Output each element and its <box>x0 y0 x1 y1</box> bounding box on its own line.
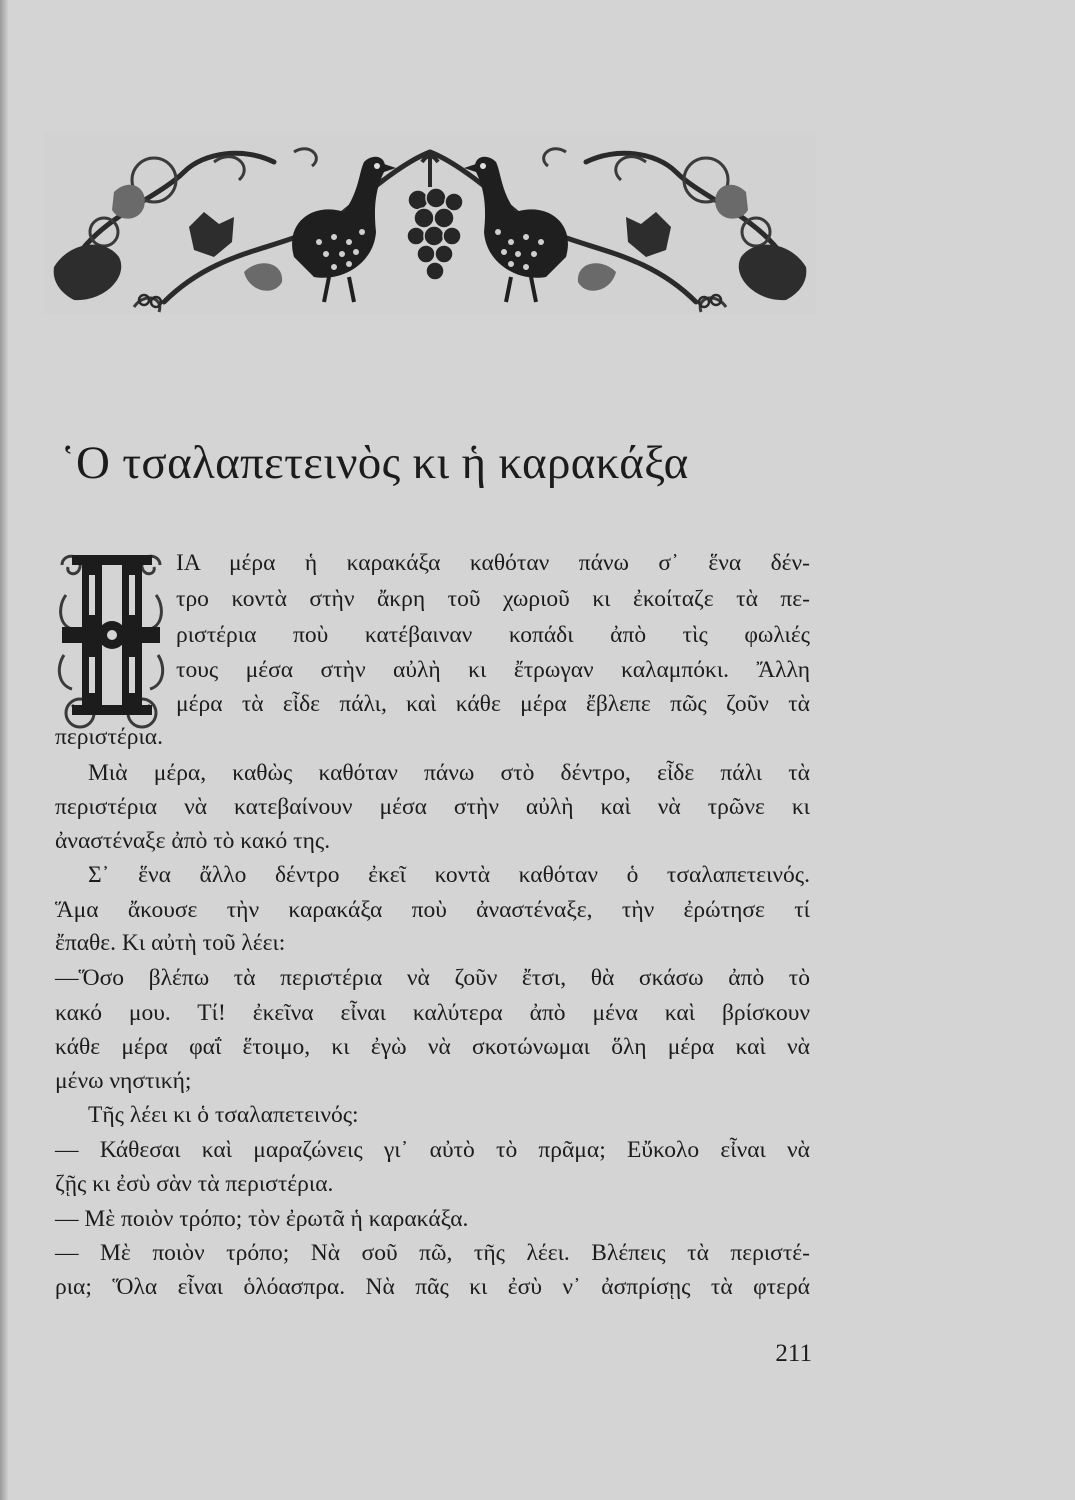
body-line: —Ὅσο βλέπω τὰ περιστέρια νὰ ζοῦν ἔτσι, θὰ σκάσω ἀπὸ τὸ <box>55 965 810 991</box>
body-line: περιστέρια νὰ κατεβαίνουν μέσα στὴν αὐλὴ καὶ νὰ τρῶνε κι <box>55 794 810 820</box>
page-number: 211 <box>775 1340 812 1367</box>
body-line: μέρα τὰ εἶδε πάλι, καὶ κάθε μέρα ἔβλεπε πῶς ζοῦν τὰ <box>176 691 810 717</box>
body-line: ζῇς κι ἐσὺ σὰν τὰ περιστέρια. <box>55 1171 334 1197</box>
ornamental-capital-eta-icon <box>52 545 170 733</box>
body-line: κάθε μέρα φαΐ ἕτοιμο, κι ἐγὼ νὰ σκοτώνωμαι ὅλη μέρα καὶ νὰ <box>55 1034 810 1060</box>
body-line: Σ᾿ ἕνα ἄλλο δέντρο ἐκεῖ κοντὰ καθόταν ὁ τσαλαπετεινός. <box>88 862 810 888</box>
chapter-title: ῾Ο τσαλαπετεινὸς κι ἡ καρακάξα <box>60 437 689 489</box>
body-line: — Μὲ ποιὸν τρόπο; τὸν ἐρωτᾶ ἡ καρακάξα. <box>55 1206 469 1232</box>
vine-birds-grapes-ornament-icon <box>44 132 816 314</box>
body-line: ριστέρια ποὺ κατέβαιναν κοπάδι ἀπὸ τὶς φωλιές <box>176 622 810 648</box>
body-line: Τῆς λέει κι ὁ τσαλαπετεινός: <box>88 1102 359 1128</box>
body-line: μένω νηστική; <box>55 1068 192 1094</box>
body-line: ἀναστέναξε ἀπὸ τὸ κακό της. <box>55 828 331 854</box>
body-line: κακό μου. Τί! ἐκεῖνα εἶναι καλύτερα ἀπὸ μένα καὶ βρίσκουν <box>55 1000 810 1026</box>
body-line: Μιὰ μέρα, καθὼς καθόταν πάνω στὸ δέντρο, εἶδε πάλι τὰ <box>88 760 810 786</box>
body-line: τους μέσα στὴν αὐλὴ κι ἔτρωγαν καλαμπόκι. Ἄλλη <box>176 657 810 683</box>
body-line: ΙΑ μέρα ἡ καρακάξα καθόταν πάνω σ᾿ ἕνα δέν- <box>176 550 810 576</box>
body-line: Ἅμα ἄκουσε τὴν καρακάξα ποὺ ἀναστέναξε, τὴν ἐρώτησε τί <box>55 897 810 923</box>
body-line: ρια; Ὅλα εἶναι ὁλόασπρα. Νὰ πᾶς κι ἐσὺ ν᾿ ἀσπρίσῃς τὰ φτερά <box>55 1274 810 1300</box>
body-line: περιστέρια. <box>55 724 163 750</box>
page-binding-edge <box>0 0 8 1500</box>
body-line: τρο κοντὰ στὴν ἄκρη τοῦ χωριοῦ κι ἐκοίταζε τὰ πε- <box>176 586 810 612</box>
body-line: — Μὲ ποιὸν τρόπο; Νὰ σοῦ πῶ, τῆς λέει. Βλέπεις τὰ περιστέ- <box>55 1240 810 1266</box>
body-line: ἔπαθε. Κι αὐτὴ τοῦ λέει: <box>55 930 286 956</box>
body-line: — Κάθεσαι καὶ μαραζώνεις γι᾿ αὐτὸ τὸ πρᾶμα; Εὔκολο εἶναι νὰ <box>55 1137 810 1163</box>
dropcap-letter: Η <box>52 545 53 546</box>
